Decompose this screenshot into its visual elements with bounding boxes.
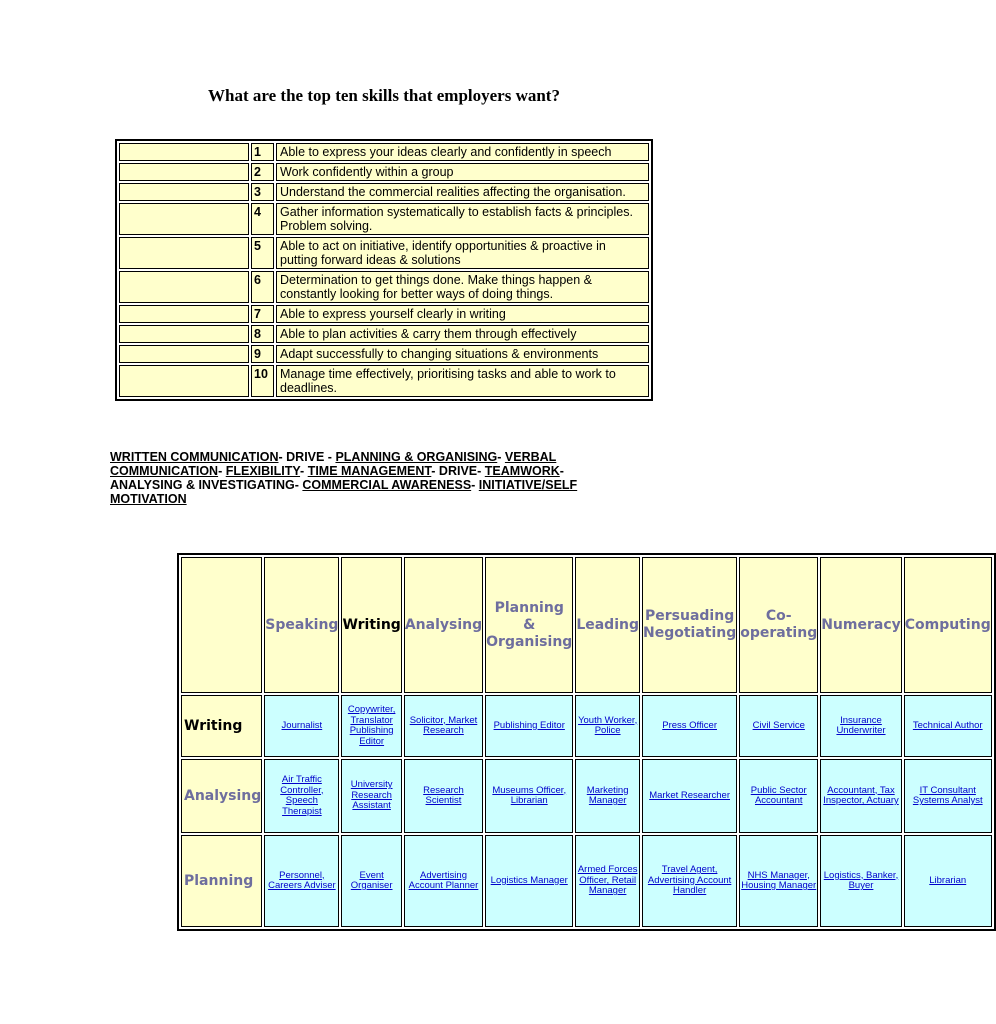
skill-spacer-cell (119, 325, 249, 343)
matrix-row-header: Planning (181, 835, 262, 927)
skill-number: 1 (251, 143, 274, 161)
skill-number: 2 (251, 163, 274, 181)
skill-row (119, 183, 649, 201)
skill-spacer-cell (119, 345, 249, 363)
skill-description: Adapt successfully to changing situations & environments (276, 345, 649, 363)
matrix-cell (264, 695, 339, 757)
skill-row (119, 143, 649, 161)
skill-description: Gather information systematically to establish facts & principles. Problem solving. (276, 203, 649, 235)
career-link[interactable]: Public Sector Accountant (750, 784, 807, 806)
skill-number: 9 (251, 345, 274, 363)
matrix-cell (904, 835, 992, 927)
skills-keywords (110, 450, 630, 506)
matrix-cell (739, 759, 818, 833)
skill-spacer-cell (119, 365, 249, 397)
matrix-cell (642, 835, 737, 927)
skill-description: Understand the commercial realities affecting the organisation. (276, 183, 649, 201)
matrix-cell (485, 835, 573, 927)
matrix-column-header: Persuading Negotiating (642, 557, 737, 693)
keyword-initiative-self-motivation: INITIATIVE/SELF MOTIVATION (110, 478, 578, 506)
career-link[interactable]: Technical Author (912, 719, 983, 731)
matrix-row (181, 835, 992, 927)
keyword-sep: - (471, 478, 479, 492)
skill-spacer-cell (119, 203, 249, 235)
page-title: What are the top ten skills that employers want? (208, 86, 560, 105)
skill-description: Able to express yourself clearly in writing (276, 305, 649, 323)
skill-row (119, 163, 649, 181)
matrix-cell (404, 695, 483, 757)
matrix-row (181, 695, 992, 757)
keyword-sep: - (300, 464, 308, 478)
skill-spacer-cell (119, 143, 249, 161)
matrix-cell (404, 759, 483, 833)
skill-description: Determination to get things done. Make things happen & constantly looking for better ways of doing things. (276, 271, 649, 303)
matrix-row (181, 759, 992, 833)
skill-spacer-cell (119, 271, 249, 303)
keyword-planning-organising: PLANNING & ORGANISING (335, 450, 498, 464)
career-link[interactable]: Journalist (281, 719, 323, 731)
matrix-column-header: Leading (575, 557, 640, 693)
skill-row (119, 203, 649, 235)
keyword-sep: - (497, 450, 505, 464)
keyword-sep: - DRIVE - (278, 450, 336, 464)
skill-description: Able to plan activities & carry them through effectively (276, 325, 649, 343)
career-link[interactable]: Air Traffic Controller, Speech Therapist (280, 774, 324, 817)
career-link[interactable]: Event Organiser (350, 869, 393, 891)
matrix-cell (264, 835, 339, 927)
career-link[interactable]: Copywriter, Translator Publishing Editor (347, 704, 396, 747)
career-link[interactable]: Market Researcher (649, 789, 730, 801)
matrix-cell (341, 835, 401, 927)
skill-number: 7 (251, 305, 274, 323)
top-skills-table (115, 139, 653, 401)
skill-number: 10 (251, 365, 274, 397)
skill-row (119, 325, 649, 343)
matrix-cell (904, 759, 992, 833)
skill-number: 6 (251, 271, 274, 303)
matrix-column-header: Speaking (264, 557, 339, 693)
matrix-cell (820, 695, 902, 757)
matrix-cell (820, 835, 902, 927)
matrix-header-row (181, 557, 992, 693)
skill-spacer-cell (119, 237, 249, 269)
career-link[interactable]: Solicitor, Market Research (409, 714, 478, 736)
career-link[interactable]: Travel Agent, Advertising Account Handler (647, 864, 732, 897)
skill-row (119, 305, 649, 323)
matrix-column-header: Numeracy (820, 557, 902, 693)
matrix-cell (739, 695, 818, 757)
careers-matrix-table (177, 553, 996, 931)
skill-description: Able to express your ideas clearly and confidently in speech (276, 143, 649, 161)
skill-spacer-cell (119, 305, 249, 323)
keyword-verbal-communication: VERBAL COMMUNICATION (110, 450, 557, 478)
skill-description: Work confidently within a group (276, 163, 649, 181)
skill-description: Manage time effectively, prioritising tasks and able to work to deadlines. (276, 365, 649, 397)
skill-number: 8 (251, 325, 274, 343)
matrix-cell (575, 759, 640, 833)
matrix-cell (820, 759, 902, 833)
skill-number: 5 (251, 237, 274, 269)
matrix-row-header: Writing (181, 695, 262, 757)
keyword-sep: - DRIVE- (431, 464, 485, 478)
career-link[interactable]: Advertising Account Planner (408, 869, 479, 891)
career-link[interactable]: Armed Forces Officer, Retail Manager (577, 864, 638, 897)
career-link[interactable]: Research Scientist (423, 784, 464, 806)
matrix-cell (575, 835, 640, 927)
keyword-teamwork: TEAMWORK (484, 464, 560, 478)
keyword-written-communication: WRITTEN COMMUNICATION (110, 450, 279, 464)
career-link[interactable]: Insurance Underwriter (836, 714, 886, 736)
matrix-column-header: Co-operating (739, 557, 818, 693)
skill-row (119, 237, 649, 269)
matrix-column-header: Analysing (404, 557, 483, 693)
career-link[interactable]: Personnel, Careers Adviser (268, 869, 336, 891)
matrix-cell (264, 759, 339, 833)
matrix-cell (904, 695, 992, 757)
career-link[interactable]: University Research Assistant (350, 779, 393, 812)
career-link[interactable]: Logistics, Banker, Buyer (823, 869, 899, 891)
skill-description: Able to act on initiative, identify opportunities & proactive in putting forward ideas & solutions (276, 237, 649, 269)
matrix-cell (739, 835, 818, 927)
career-link[interactable]: Press Officer (662, 719, 717, 731)
career-link[interactable]: NHS Manager, Housing Manager (741, 869, 817, 891)
matrix-cell (642, 695, 737, 757)
career-link[interactable]: Marketing Manager (586, 784, 629, 806)
matrix-cell (485, 695, 573, 757)
skill-spacer-cell (119, 163, 249, 181)
matrix-row-header: Analysing (181, 759, 262, 833)
matrix-cell (485, 759, 573, 833)
keyword-flexibility: FLEXIBILITY (225, 464, 301, 478)
career-link[interactable]: Accountant, Tax Inspector, Actuary (823, 784, 899, 806)
career-link[interactable]: Publishing Editor (493, 719, 565, 731)
matrix-cell (341, 759, 401, 833)
skill-number: 3 (251, 183, 274, 201)
career-link[interactable]: Civil Service (752, 719, 805, 731)
skill-row (119, 365, 649, 397)
matrix-cell (341, 695, 401, 757)
keyword-sep: - (218, 464, 226, 478)
keyword-commercial-awareness: COMMERCIAL AWARENESS (302, 478, 472, 492)
career-link[interactable]: Logistics Manager (490, 874, 568, 886)
matrix-column-header: Computing (904, 557, 992, 693)
skill-spacer-cell (119, 183, 249, 201)
keyword-sep: - ANALYSING & INVESTIGATING- (110, 464, 564, 492)
matrix-cell (642, 759, 737, 833)
skill-number: 4 (251, 203, 274, 235)
skill-row (119, 345, 649, 363)
career-link[interactable]: Museums Officer, Librarian (492, 784, 567, 806)
matrix-column-header: Writing (341, 557, 401, 693)
career-link[interactable]: Youth Worker, Police (578, 714, 638, 736)
matrix-cell (404, 835, 483, 927)
matrix-column-header: Planning & Organising (485, 557, 573, 693)
career-link[interactable]: Librarian (929, 874, 967, 886)
matrix-corner-cell (181, 557, 262, 693)
matrix-cell (575, 695, 640, 757)
keyword-time-management: TIME MANAGEMENT (307, 464, 432, 478)
career-link[interactable]: IT Consultant Systems Analyst (912, 784, 983, 806)
skill-row (119, 271, 649, 303)
